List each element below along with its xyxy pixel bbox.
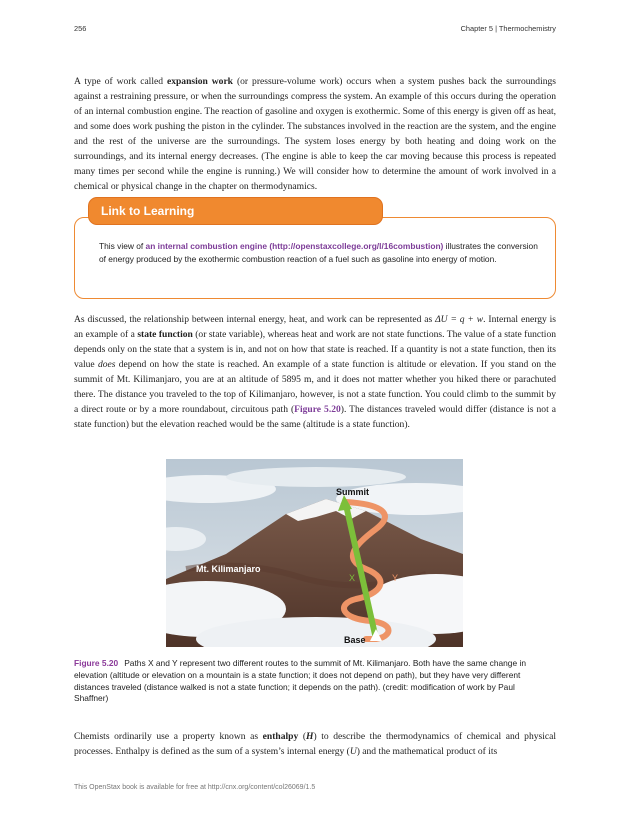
text-run: Chemists ordinarily use a property known as	[74, 731, 263, 742]
text-run: (	[298, 731, 307, 742]
chapter-header: Chapter 5 | Thermochemistry	[460, 24, 556, 33]
text-run: A type of work called	[74, 76, 167, 87]
kilimanjaro-photo	[166, 459, 463, 647]
text-run: ) and the mathematical product of its	[356, 746, 498, 758]
text-run: ) to describe the thermodynamics of chemical and physical processes. Enthalpy is defined as the sum of a system’s internal energy (	[74, 731, 556, 758]
symbol-u: U	[349, 746, 357, 758]
text-run: ). The distances traveled would differ (distance is not a state function) but the elevation reached would be the same (altitude is a state function).	[74, 404, 556, 431]
paragraph-expansion-work	[74, 74, 556, 194]
term-state-function: state function	[137, 329, 193, 341]
path-x-label: X	[349, 573, 356, 583]
figure-number: Figure 5.20	[74, 658, 119, 668]
term-expansion-work: expansion work	[166, 76, 233, 87]
text-run: illustrates the conversion of energy produced by the exothermic combustion reaction of a fuel such as gasoline into energy of motion.	[99, 241, 538, 264]
mountain-label: Mt. Kilimanjaro	[196, 564, 261, 574]
text-run: depend on how the state is reached. An example of a state function is altitude or elevation. If you stand on the summit of Mt. Kilimanjaro, you are at an altitude of 5895 m, and it does not matter whether you hiked there or parachuted there. The distance you traveled to the top of Kilimanjaro, however, is not a state function. You could climb to the summit by a direct route or by a more roundabout, circuitous path (	[74, 359, 557, 416]
paragraph-enthalpy	[74, 729, 556, 759]
link-to-learning-tab	[88, 197, 383, 225]
text-run: This view of	[99, 241, 146, 251]
page-number: 256	[74, 24, 87, 33]
caption-text: Paths X and Y represent two different routes to the summit of Mt. Kilimanjaro. Both have the same change in elevation (altitude or elevation on a mountain is a state function; it does not depend on path), but they have very different distances traveled (distance walked is not a state function; it depends on the path). (credit: modification of work by Paul Shaffner)	[74, 658, 526, 704]
text-run: As discussed, the relationship between internal energy, heat, and work can be represented as	[74, 314, 436, 325]
symbol-h: H	[306, 731, 314, 742]
combustion-engine-link[interactable]: an internal combustion engine (http://openstaxcollege.org/l/16combustion)	[145, 241, 444, 251]
internal-energy-equation: ΔU = q + w	[435, 314, 484, 325]
figure-caption	[74, 658, 544, 705]
summit-label: Summit	[336, 487, 370, 497]
text-run: . Internal energy is an example of a	[74, 314, 557, 341]
paragraph-state-function	[74, 312, 556, 432]
link-to-learning-box	[74, 217, 556, 299]
emphasis-does: does	[97, 359, 116, 371]
text-run: (or pressure-volume work) occurs when a system pushes back the surroundings against a restraining pressure, or when the surroundings compress the system. An example of this occurs during the operation of an internal combustion engine. The reaction of gasoline and oxygen is exothermic. Some of this energy is given off as heat, and some does work pushing the piston in the cylinder. The substances involved in the reaction are the system, and the engine and the rest of the universe are the surroundings. The system loses energy by both heating and doing work on the surroundings, and its internal energy decreases. (The engine is able to keep the car moving because this process is repeated many times per second while the engine is running.) We will consider how to determine the amount of work involved in a chemical or physical change in the chapter on thermodynamics.	[74, 76, 556, 193]
page-footer: This OpenStax book is available for free at http://cnx.org/content/col26069/1.5	[74, 784, 316, 791]
figure-5-20-link[interactable]: Figure 5.20	[294, 404, 341, 416]
link-box-title: Link to Learning	[101, 204, 195, 218]
link-box-text	[99, 240, 539, 266]
base-label: Base	[344, 635, 366, 645]
term-enthalpy: enthalpy	[262, 731, 299, 742]
text-run: (or state variable), whereas heat and work are not state functions. The value of a state function depends only on the state that a system is in, and not on how that state is reached. If a quantity is not a state function, then its value	[74, 329, 557, 371]
path-y-label: Y	[392, 573, 399, 583]
kilimanjaro-figure	[166, 459, 463, 647]
